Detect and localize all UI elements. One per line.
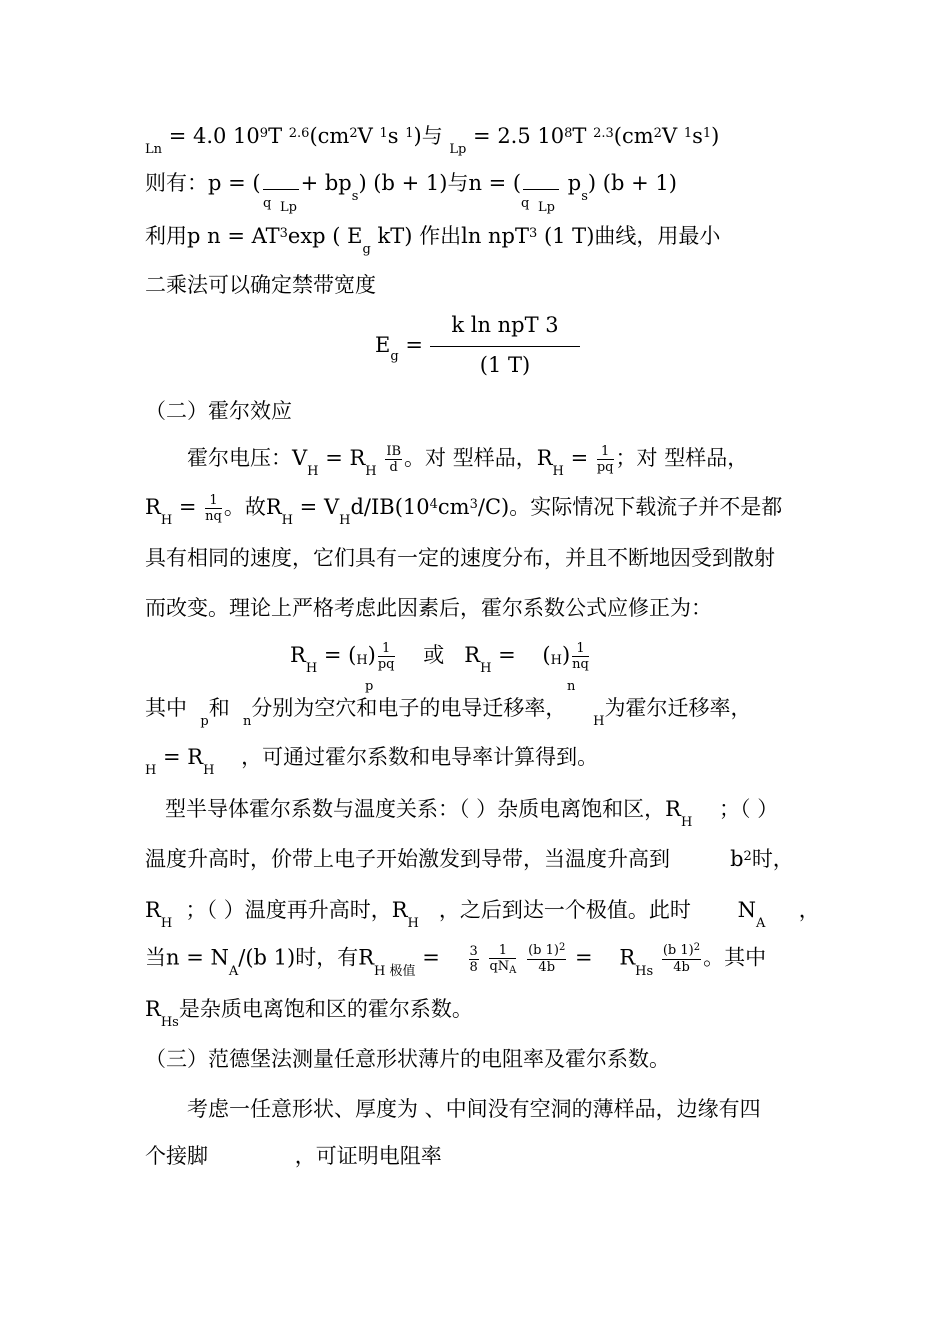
paragraph-line: 考虑一任意形状、厚度为 、中间没有空洞的薄样品，边缘有四	[187, 1097, 761, 1121]
mobility-explanation-line: 其中 $_p$和 $_n$分别为空穴和电子的电导迁移率， $_H$为霍尔迁移率，	[145, 696, 752, 729]
paragraph-line: 具有相同的速度，它们具有一定的速度分布，并且不断地因受到散射	[145, 546, 775, 570]
hall-mobility-line: $_H = R_H$ ，可通过霍尔系数和电导率计算得到。	[145, 745, 599, 778]
hall-coefficient-line: $R_H$ = $\frac{1}{nq}$ 。故$R_H = V_Hd/IB(10^4cm^3/C)$。实际情况下载流子并不是都	[145, 493, 783, 528]
document-page: $_{Ln}$ = 4.0 $10^9T$ $^{2.6}(cm^2V$ $^1$s $^1$)与 $_{Lp}$ = 2.5 $10^8T$ $^{2.3}(cm^2V$ $^1s^1$) 则有：p = ( + $bp_s$) (b + 1)与n = ( $p_s$) (b + 1) q Lp q Lp 利用p $n = AT^3\exp$ ( $E_g$ kT) 作出ln npT$^3$ (1 T)曲线，用最小 二乘法可以确定禁带宽度 $E_g$ = k ln npT 3 (1 T) （二）霍尔效应 霍尔电压：$V_H = R_H$ $\frac{IB}{d}$ 。对 型样品，$R_H$ = $\frac{1}{pq}$ ；对 型样品， $R_H$ = $\frac{1}{nq}$ 。故$R_H = V_Hd/IB(10^4cm^3/C)$。实际情况下载流子并不是都 具有相同的速度，它们具有一定的速度分布，并且不断地因受到散射 而改变。理论上严格考虑此因素后，霍尔系数公式应修正为： $R_H = (H$ p ) $\frac{1}{pq}$ 或 $R_H$ = (H n ) $\frac{1}{nq}$ 其中 $_p$和 $_n$分别为空穴和电子的电导迁移率， $_H$为霍尔迁移率， $_H = R_H$ ，可通过霍尔系数和电导率计算得到。 型半导体霍尔系数与温度关系：（ ）杂质电离饱和区，$R_H$ ；（ ） 温度升高时，价带上电子开始激发到导带，当温度升高到 $b^2$时， $R_H$ ；（ ）温度再升高时，$R_H$ ，之后到达一个极值。此时 $N_A$ ， 当$n = N_A/(b$ 1)时，有$R_{H 极值}$ = $\frac{3}{8}$ $\frac{1}{qN_A}$ $\frac{(b 1)^2}{4b}$ = $R_{Hs}$ $\frac{(b 1)^2}{4b}$ 。其中 $R_{Hs}$是杂质电离饱和区的霍尔系数。 （三）范德堡法测量任意形状薄片的电阻率及霍尔系数。 考虑一任意形状、厚度为 、中间没有空洞的薄样品，边缘有四 个接脚 ，可证明电阻率	[0, 0, 950, 1344]
section-heading-van-der-pauw: （三）范德堡法测量任意形状薄片的电阻率及霍尔系数。	[145, 1047, 670, 1071]
paragraph-line: 而改变。理论上严格考虑此因素后，霍尔系数公式应修正为：	[145, 596, 712, 620]
paragraph-line: 个接脚 ，可证明电阻率	[145, 1144, 442, 1168]
section-heading-hall-effect: （二）霍尔效应	[145, 399, 292, 423]
paragraph-line: $R_H$ ；（ ）温度再升高时，$R_H$ ，之后到达一个极值。此时 $N_A$ ，	[145, 898, 820, 931]
corrected-hall-equation: $R_H = (H$ p ) $\frac{1}{pq}$ 或 $R_H$ = (H n ) $\frac{1}{nq}$	[290, 641, 589, 694]
extreme-value-line: 当$n = N_A/(b$ 1)时，有$R_{H 极值}$ = $\frac{3}{8}$ $\frac{1}{qN_A}$ $\frac{(b 1)^2}{4b}$ = $R_{Hs}$ $\frac{(b 1)^2}{4b}$ 。其中	[145, 942, 767, 979]
paragraph-line: 温度升高时，价带上电子开始激发到导带，当温度升高到 $b^2$时，	[145, 847, 794, 871]
temperature-relation-line: 型半导体霍尔系数与温度关系：（ ）杂质电离饱和区，$R_H$ ；（ ）	[165, 797, 779, 830]
fraction-blank	[263, 173, 299, 190]
band-gap-intro: 二乘法可以确定禁带宽度	[145, 273, 376, 297]
hall-voltage-line: 霍尔电压：$V_H = R_H$ $\frac{IB}{d}$ 。对 型样品，$R_H$ = $\frac{1}{pq}$ ；对 型样品，	[187, 444, 749, 479]
band-gap-method-line: 利用p $n = AT^3\exp$ ( $E_g$ kT) 作出ln npT$^3$ (1 T)曲线，用最小	[145, 224, 721, 257]
fraction-blank	[523, 173, 559, 190]
carrier-concentration-line: 则有：p = ( + $bp_s$) (b + 1)与n = ( $p_s$) (b + 1)	[145, 171, 677, 204]
paragraph-line: $R_{Hs}$是杂质电离饱和区的霍尔系数。	[145, 997, 473, 1030]
mobility-formula-line: $_{Ln}$ = 4.0 $10^9T$ $^{2.6}(cm^2V$ $^1$s $^1$)与 $_{Lp}$ = 2.5 $10^8T$ $^{2.3}(cm^2V$ $^1s^1$)	[145, 124, 720, 157]
